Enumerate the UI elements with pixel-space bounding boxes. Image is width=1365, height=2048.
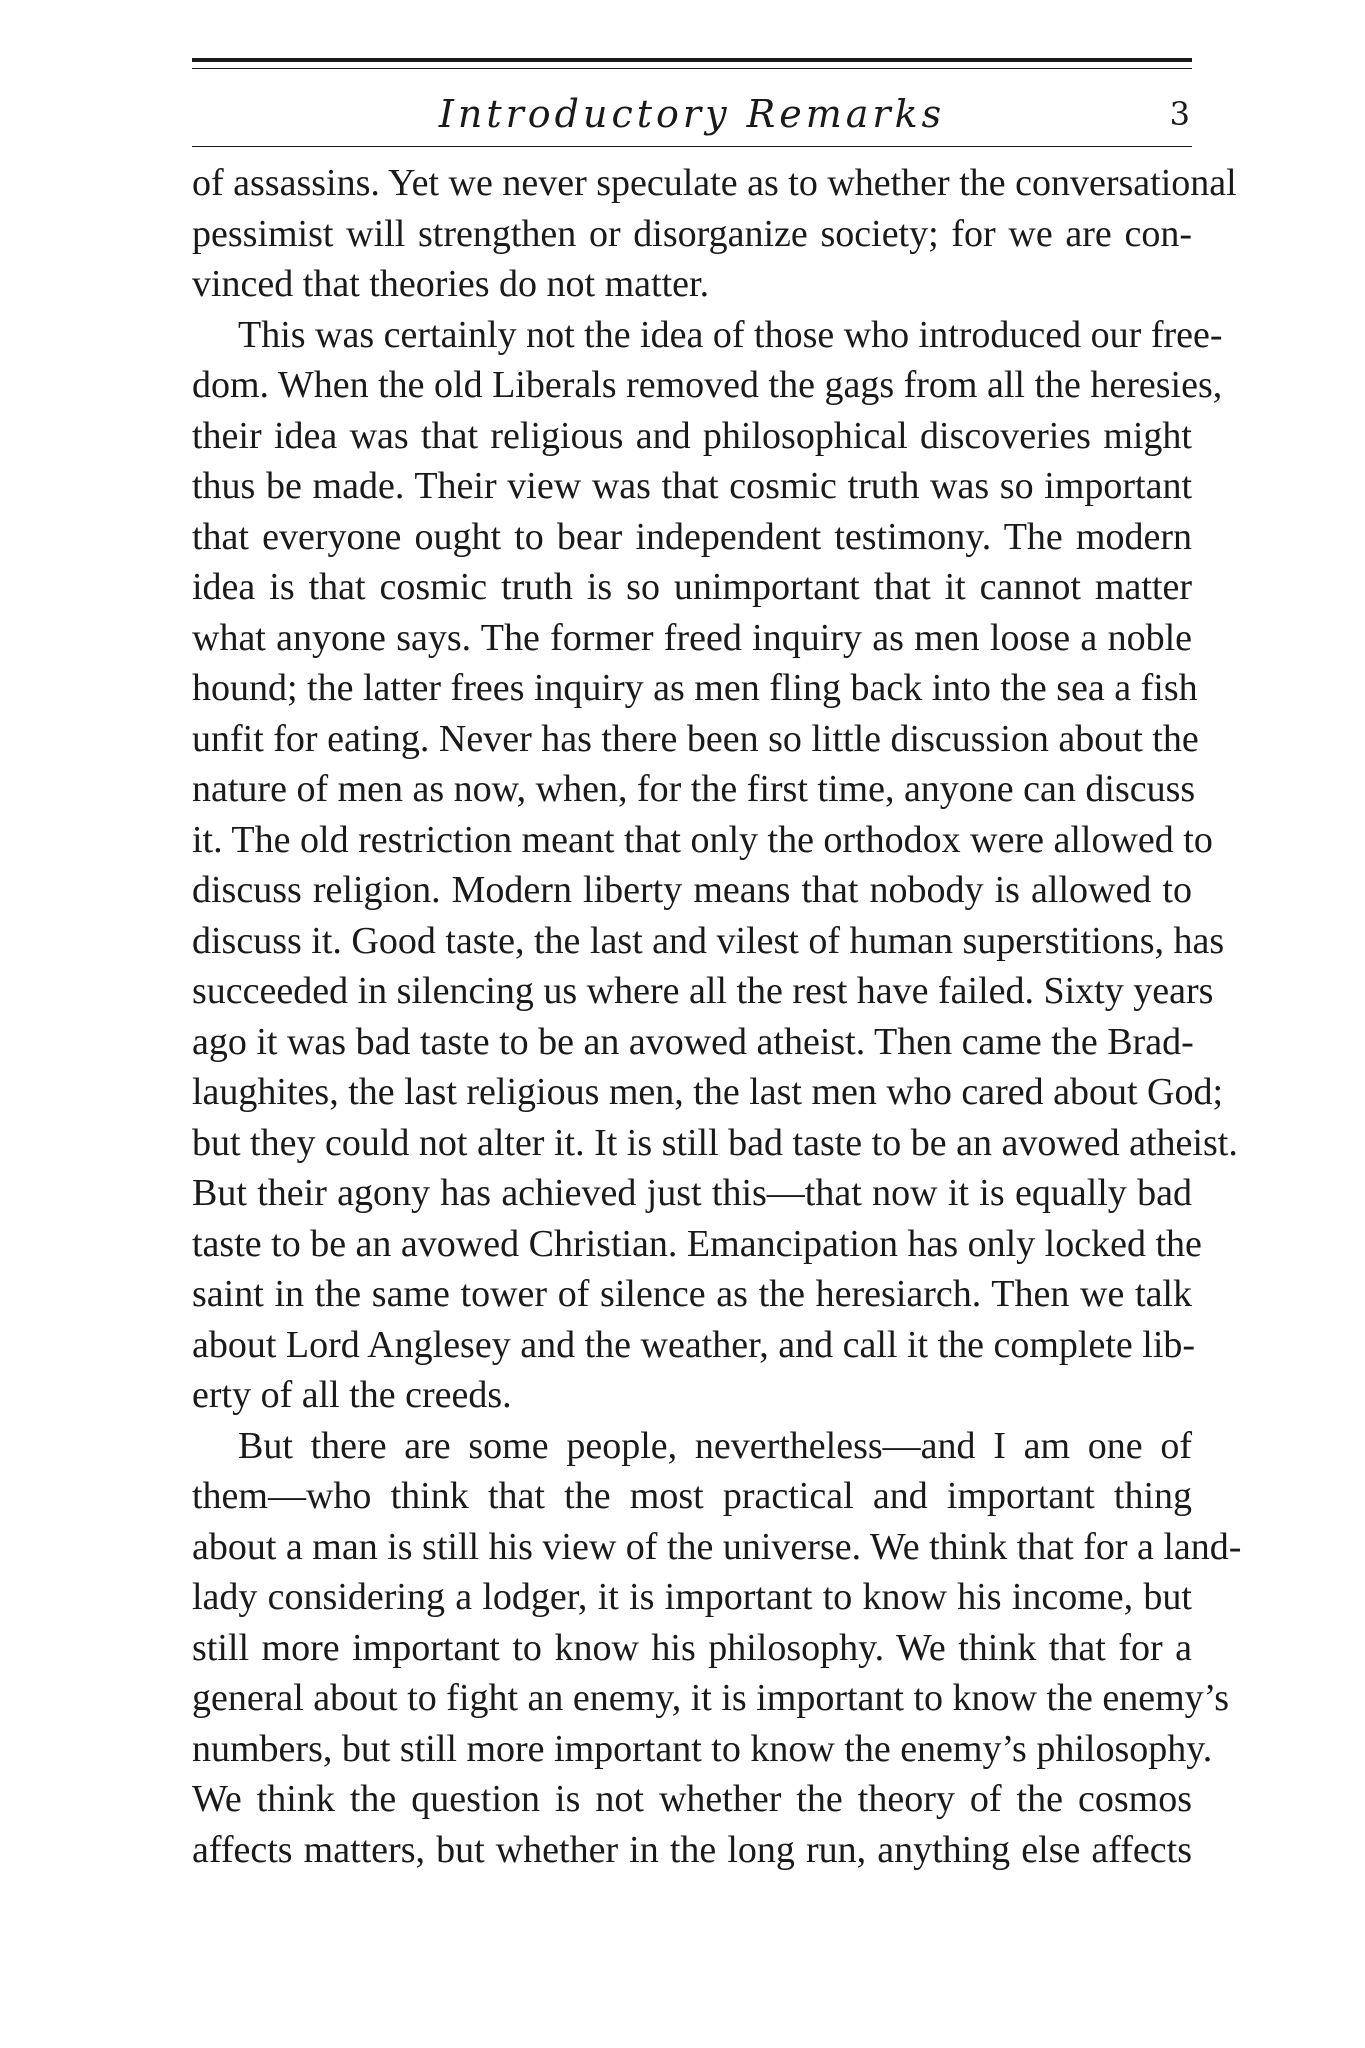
paragraph xyxy=(192,1421,1242,1876)
text-line: lady considering a lodger, it is important to know his income, but xyxy=(192,1576,1192,1618)
text-line: numbers, but still more important to know the enemy’s philosophy. xyxy=(192,1727,1213,1770)
text-line: unfit for eating. Never has there been so little discussion about the xyxy=(192,717,1199,760)
text-line: but they could not alter it. It is still bad taste to be an avowed atheist. xyxy=(192,1121,1238,1164)
text-line: their idea was that religious and philosophical discoveries might xyxy=(192,414,1192,457)
text-line: about Lord Anglesey and the weather, and call it the complete lib- xyxy=(192,1323,1196,1366)
text-line: hound; the latter frees inquiry as men fling back into the sea a fish xyxy=(192,667,1198,709)
text-line: of assassins. Yet we never speculate as to whether the conversational xyxy=(192,162,1237,204)
paragraph xyxy=(192,158,1237,310)
text-line: still more important to know his philosophy. We think that for a xyxy=(192,1626,1192,1669)
text-line: But their agony has achieved just this—that now it is equally bad xyxy=(192,1172,1192,1214)
running-head xyxy=(192,84,1192,144)
paragraph xyxy=(192,310,1238,1421)
head-bottom-rule xyxy=(192,146,1192,147)
text-line: general about to fight an enemy, it is important to know the enemy’s xyxy=(192,1677,1230,1719)
text-line: affects matters, but whether in the long run, anything else affects xyxy=(192,1828,1192,1871)
text-line: But there are some people, nevertheless—and I am one of xyxy=(238,1424,1192,1467)
text-line: nature of men as now, when, for the first time, anyone can discuss xyxy=(192,768,1196,810)
text-line: ago it was bad taste to be an avowed atheist. Then came the Brad- xyxy=(192,1020,1194,1063)
text-line: This was certainly not the idea of those who introduced our free- xyxy=(238,313,1223,356)
text-line: saint in the same tower of silence as the heresiarch. Then we talk xyxy=(192,1273,1192,1315)
text-line: thus be made. Their view was that cosmic truth was so important xyxy=(192,465,1192,507)
text-line: laughites, the last religious men, the last men who cared about God; xyxy=(192,1071,1224,1113)
text-line: dom. When the old Liberals removed the gags from all the heresies, xyxy=(192,364,1223,406)
text-line: what anyone says. The former freed inquiry as men loose a noble xyxy=(192,616,1192,659)
text-line: it. The old restriction meant that only the orthodox were allowed to xyxy=(192,818,1213,861)
top-rule-thin xyxy=(192,68,1192,69)
text-line: about a man is still his view of the universe. We think that for a land- xyxy=(192,1525,1242,1568)
text-line: idea is that cosmic truth is so unimportant that it cannot matter xyxy=(192,566,1192,608)
text-line: that everyone ought to bear independent testimony. The modern xyxy=(192,515,1192,558)
text-line: erty of all the creeds. xyxy=(192,1374,512,1416)
top-rule-thick xyxy=(192,58,1192,62)
text-line: pessimist will strengthen or disorganize society; for we are con- xyxy=(192,212,1192,255)
running-head-title: Introductory Remarks xyxy=(438,92,946,136)
text-line: We think the question is not whether the theory of the cosmos xyxy=(192,1778,1192,1820)
text-line: discuss it. Good taste, the last and vilest of human superstitions, has xyxy=(192,919,1225,962)
text-line: discuss religion. Modern liberty means that nobody is allowed to xyxy=(192,869,1192,911)
text-line: them—who think that the most practical and important thing xyxy=(192,1475,1192,1517)
text-line: succeeded in silencing us where all the rest have failed. Sixty years xyxy=(192,970,1214,1012)
page-number: 3 xyxy=(1169,95,1190,133)
body-text xyxy=(192,158,1242,1875)
text-line: vinced that theories do not matter. xyxy=(192,263,710,305)
text-line: taste to be an avowed Christian. Emancipation has only locked the xyxy=(192,1222,1202,1265)
